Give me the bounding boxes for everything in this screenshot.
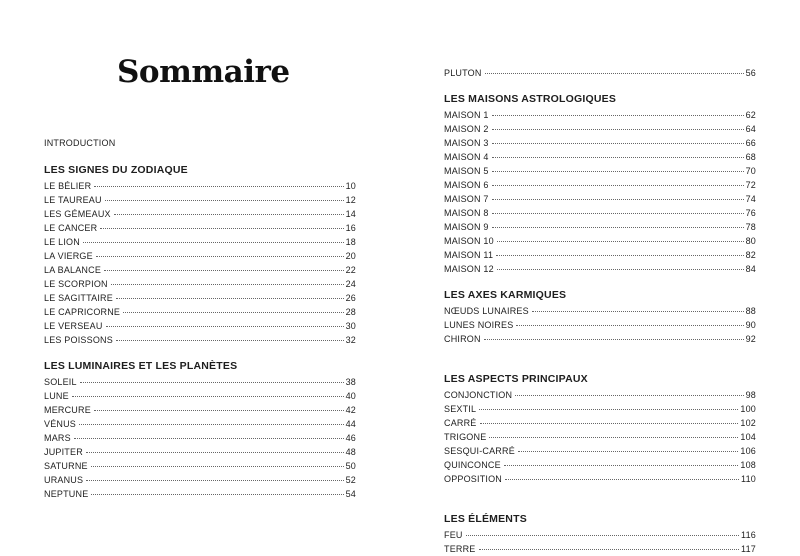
toc-entry-page-number: 98 — [745, 390, 756, 400]
toc-entry[interactable] — [44, 179, 356, 193]
toc-entry-label: NŒUDS LUNAIRES — [444, 306, 529, 316]
toc-entry-label: MAISON 9 — [444, 222, 489, 232]
toc-entry-page-number: 72 — [745, 180, 756, 190]
toc-entry[interactable] — [444, 220, 756, 234]
dotted-leader — [492, 129, 744, 130]
toc-entry-label: URANUS — [44, 475, 84, 485]
section-spacer — [444, 486, 756, 512]
dotted-leader — [492, 143, 744, 144]
toc-entry-page-number: 76 — [745, 208, 756, 218]
dotted-leader — [492, 157, 744, 158]
dotted-leader — [504, 465, 739, 466]
dotted-leader — [505, 479, 739, 480]
dotted-leader — [91, 466, 344, 467]
dotted-leader — [123, 312, 343, 313]
toc-entry-label: MAISON 10 — [444, 236, 494, 246]
toc-entry-label: LE VERSEAU — [44, 321, 103, 331]
toc-entry-label: MAISON 1 — [444, 110, 489, 120]
toc-entry[interactable] — [444, 136, 756, 150]
toc-entry[interactable] — [444, 178, 756, 192]
toc-entry-label: LA BALANCE — [44, 265, 102, 275]
toc-entry-page-number: 16 — [345, 223, 356, 233]
dotted-leader — [96, 256, 344, 257]
toc-entry-page-number: 10 — [345, 181, 356, 191]
toc-entry-label: LE SCORPION — [44, 279, 108, 289]
toc-entry-page-number: 46 — [345, 433, 356, 443]
dotted-leader — [516, 325, 743, 326]
dotted-leader — [466, 535, 739, 536]
toc-entry[interactable] — [444, 262, 756, 276]
toc-entry[interactable] — [44, 319, 356, 333]
toc-entry[interactable] — [44, 473, 356, 487]
dotted-leader — [496, 255, 743, 256]
toc-section — [444, 288, 756, 346]
toc-entry[interactable] — [44, 459, 356, 473]
toc-entry-label: MAISON 2 — [444, 124, 489, 134]
toc-entry-label: LE TAUREAU — [44, 195, 102, 205]
toc-entry-page-number: 18 — [345, 237, 356, 247]
dotted-leader — [106, 326, 344, 327]
toc-entry[interactable] — [44, 305, 356, 319]
toc-entry-page-number: 106 — [740, 446, 756, 456]
toc-entry[interactable] — [44, 431, 356, 445]
toc-entry[interactable] — [44, 333, 356, 347]
toc-entry-label: LE LION — [44, 237, 80, 247]
toc-entry-page-number: 84 — [745, 264, 756, 274]
dotted-leader — [532, 311, 744, 312]
dotted-leader — [479, 549, 740, 550]
toc-entry-page-number: 64 — [745, 124, 756, 134]
toc-left-column — [44, 163, 356, 501]
section-spacer — [44, 347, 356, 359]
toc-entry-label: LE CAPRICORNE — [44, 307, 121, 317]
dotted-leader — [74, 438, 344, 439]
toc-entry[interactable] — [444, 444, 756, 458]
toc-entry[interactable] — [44, 263, 356, 277]
toc-entry-label: MAISON 3 — [444, 138, 489, 148]
dotted-leader — [492, 171, 744, 172]
toc-entry[interactable] — [444, 206, 756, 220]
toc-entry-page-number: 28 — [345, 307, 356, 317]
toc-entry-page-number: 68 — [745, 152, 756, 162]
toc-section-heading[interactable]: LES AXES KARMIQUES — [444, 289, 567, 301]
toc-entry-label: MAISON 12 — [444, 264, 494, 274]
toc-entry-label: SEXTIL — [444, 404, 477, 414]
toc-entry-page-number: 52 — [345, 475, 356, 485]
toc-entry-page-number: 54 — [345, 489, 356, 499]
toc-entry-label: VÉNUS — [44, 419, 77, 429]
dotted-leader — [86, 452, 344, 453]
toc-entry-label: MAISON 11 — [444, 250, 494, 260]
dotted-leader — [480, 423, 739, 424]
dotted-leader — [485, 73, 744, 74]
toc-right-column — [444, 66, 756, 556]
toc-entry-page-number: 14 — [345, 209, 356, 219]
toc-entry-label: MERCURE — [44, 405, 91, 415]
toc-entry-label: MAISON 4 — [444, 152, 489, 162]
toc-entry-label: PLUTON — [444, 68, 482, 78]
dotted-leader — [100, 228, 343, 229]
toc-entry[interactable] — [44, 389, 356, 403]
dotted-leader — [497, 241, 744, 242]
toc-entry-page-number: 22 — [345, 265, 356, 275]
toc-entry-page-number: 70 — [745, 166, 756, 176]
toc-entry[interactable] — [444, 528, 756, 542]
dotted-leader — [105, 200, 344, 201]
toc-entry[interactable] — [44, 445, 356, 459]
toc-entry[interactable] — [44, 249, 356, 263]
toc-entry-label: FEU — [444, 530, 463, 540]
toc-entry[interactable] — [44, 277, 356, 291]
toc-entry-label: LE CANCER — [44, 223, 98, 233]
dotted-leader — [484, 339, 744, 340]
toc-entry-page-number: 80 — [745, 236, 756, 246]
toc-entry[interactable] — [444, 122, 756, 136]
toc-entry[interactable] — [444, 430, 756, 444]
toc-entry-page-number: 48 — [345, 447, 356, 457]
toc-entry[interactable] — [444, 192, 756, 206]
toc-entry-page-number: 117 — [741, 544, 756, 554]
toc-entry-page-number: 90 — [745, 320, 756, 330]
toc-entry[interactable] — [444, 416, 756, 430]
toc-entry[interactable] — [444, 234, 756, 248]
dotted-leader — [492, 213, 744, 214]
toc-entry-label: CHIRON — [444, 334, 481, 344]
dotted-leader — [80, 382, 344, 383]
toc-entry[interactable] — [44, 291, 356, 305]
toc-entry[interactable] — [44, 193, 356, 207]
dotted-leader — [111, 284, 344, 285]
toc-section — [444, 512, 756, 556]
dotted-leader — [116, 340, 344, 341]
toc-entry-label: MAISON 8 — [444, 208, 489, 218]
toc-section-heading[interactable]: LES LUMINAIRES ET LES PLANÈTES — [44, 360, 238, 372]
toc-entry-page-number: 44 — [345, 419, 356, 429]
toc-entry-label: TERRE — [444, 544, 476, 554]
toc-entry-label: SOLEIL — [44, 377, 77, 387]
toc-entry[interactable] — [444, 150, 756, 164]
dotted-leader — [72, 396, 344, 397]
toc-entry-label: CARRÉ — [444, 418, 477, 428]
toc-entry-page-number: 88 — [745, 306, 756, 316]
toc-entry-page-number: 50 — [345, 461, 356, 471]
toc-entry-page-number: 38 — [345, 377, 356, 387]
toc-entry-page-number: 110 — [741, 474, 756, 484]
toc-entry-page-number: 102 — [740, 418, 756, 428]
toc-entry[interactable] — [44, 235, 356, 249]
toc-entry-label: LES GÉMEAUX — [44, 209, 111, 219]
toc-entry-label: OPPOSITION — [444, 474, 503, 484]
toc-entry-label: LE SAGITTAIRE — [44, 293, 113, 303]
toc-entry[interactable] — [44, 403, 356, 417]
toc-entry-page-number: 78 — [745, 222, 756, 232]
toc-section — [44, 359, 356, 501]
dotted-leader — [492, 199, 744, 200]
toc-section — [44, 163, 356, 347]
toc-entry-page-number: 74 — [745, 194, 756, 204]
toc-entry[interactable] — [44, 207, 356, 221]
toc-entry-label: QUINCONCE — [444, 460, 501, 470]
toc-entry-page-number: 104 — [740, 432, 756, 442]
toc-entry[interactable] — [444, 402, 756, 416]
toc-entry[interactable] — [44, 487, 356, 501]
toc-entry-label: NEPTUNE — [44, 489, 89, 499]
dotted-leader — [94, 186, 343, 187]
section-spacer — [444, 346, 756, 372]
toc-entry[interactable] — [44, 375, 356, 389]
toc-entry[interactable] — [444, 388, 756, 402]
toc-entry[interactable] — [444, 318, 756, 332]
section-spacer — [444, 80, 756, 92]
toc-section-heading[interactable]: LES ÉLÉMENTS — [444, 513, 527, 525]
toc-entry[interactable] — [44, 221, 356, 235]
toc-entry-page-number: 66 — [745, 138, 756, 148]
toc-entry-label: MAISON 6 — [444, 180, 489, 190]
toc-entry-label: MAISON 5 — [444, 166, 489, 176]
dotted-leader — [114, 214, 344, 215]
page-title: Sommaire — [117, 54, 290, 90]
toc-entry[interactable] — [44, 417, 356, 431]
dotted-leader — [492, 115, 744, 116]
toc-section-heading[interactable]: LES MAISONS ASTROLOGIQUES — [444, 93, 617, 105]
toc-entry-page-number: 82 — [745, 250, 756, 260]
toc-entry-label: SESQUI-CARRÉ — [444, 446, 515, 456]
toc-entry-page-number: 20 — [345, 251, 356, 261]
toc-entry[interactable] — [444, 108, 756, 122]
toc-entry-label: LES POISSONS — [44, 335, 113, 345]
toc-entry-label: JUPITER — [44, 447, 83, 457]
dotted-leader — [479, 409, 738, 410]
toc-entry-label: LUNE — [44, 391, 69, 401]
dotted-leader — [94, 410, 344, 411]
toc-entry[interactable] — [444, 304, 756, 318]
toc-entry-page-number: 12 — [345, 195, 356, 205]
toc-entry-page-number: 100 — [740, 404, 756, 414]
toc-entry-label: MAISON 7 — [444, 194, 489, 204]
toc-entry-label: TRIGONE — [444, 432, 487, 442]
dotted-leader — [492, 185, 744, 186]
toc-entry-page-number: 26 — [345, 293, 356, 303]
toc-section — [444, 92, 756, 276]
dotted-leader — [91, 494, 343, 495]
toc-entry-label: LUNES NOIRES — [444, 320, 514, 330]
toc-entry[interactable] — [444, 542, 756, 556]
toc-section-heading[interactable]: LES ASPECTS PRINCIPAUX — [444, 373, 588, 385]
toc-entry-page-number: 32 — [345, 335, 356, 345]
toc-entry-label: CONJONCTION — [444, 390, 513, 400]
dotted-leader — [492, 227, 744, 228]
toc-entry[interactable] — [444, 66, 756, 80]
toc-section — [444, 372, 756, 486]
toc-entry-page-number: 56 — [745, 68, 756, 78]
dotted-leader — [518, 451, 738, 452]
toc-entry[interactable] — [444, 248, 756, 262]
toc-entry[interactable] — [444, 332, 756, 346]
toc-entry-page-number: 116 — [741, 530, 756, 540]
toc-section-heading[interactable]: LES SIGNES DU ZODIAQUE — [44, 164, 188, 176]
toc-entry[interactable] — [444, 472, 756, 486]
toc-introduction[interactable]: INTRODUCTION — [44, 138, 116, 148]
dotted-leader — [116, 298, 344, 299]
toc-entry-page-number: 42 — [345, 405, 356, 415]
toc-entry-label: LA VIERGE — [44, 251, 93, 261]
dotted-leader — [104, 270, 344, 271]
toc-entry-page-number: 108 — [740, 460, 756, 470]
dotted-leader — [83, 242, 344, 243]
dotted-leader — [79, 424, 344, 425]
toc-entry-page-number: 24 — [345, 279, 356, 289]
dotted-leader — [86, 480, 343, 481]
toc-entry-label: MARS — [44, 433, 71, 443]
toc-entry-label: LE BÉLIER — [44, 181, 92, 191]
toc-entry-page-number: 92 — [745, 334, 756, 344]
section-spacer — [444, 276, 756, 288]
toc-entry[interactable] — [444, 458, 756, 472]
dotted-leader — [497, 269, 744, 270]
dotted-leader — [515, 395, 743, 396]
dotted-leader — [489, 437, 738, 438]
toc-entry-label: SATURNE — [44, 461, 88, 471]
toc-entry-page-number: 30 — [345, 321, 356, 331]
toc-entry[interactable] — [444, 164, 756, 178]
toc-entry-page-number: 40 — [345, 391, 356, 401]
toc-entry-page-number: 62 — [745, 110, 756, 120]
